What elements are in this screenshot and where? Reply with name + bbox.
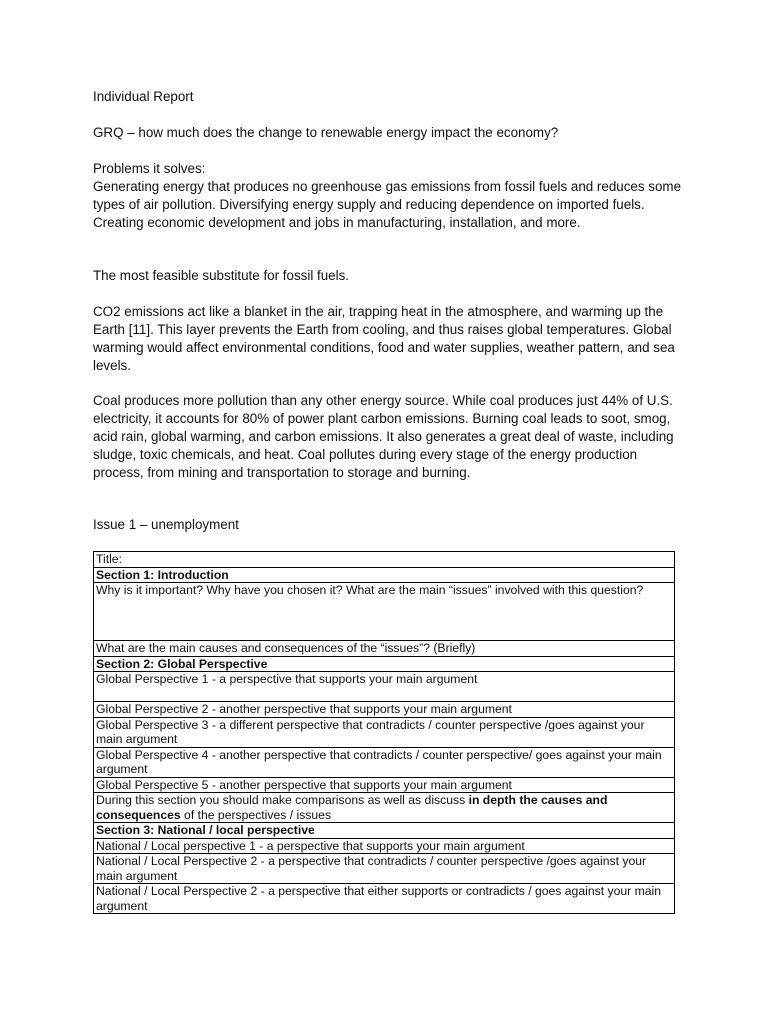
table-row [94, 777, 675, 793]
issue-text: Issue 1 – unemployment [93, 517, 239, 532]
table-row [94, 583, 675, 641]
comparisons-text-post: of the perspectives / issues [180, 807, 332, 822]
grq-line [93, 124, 683, 142]
coal-paragraph [93, 392, 683, 482]
grq-text: GRQ – how much does the change to renewable energy impact the economy? [93, 125, 559, 140]
global-perspective-1-cell: Global Perspective 1 - a perspective that supports your main argument [94, 672, 675, 702]
table-row [94, 567, 675, 583]
report-title [93, 88, 683, 106]
table-row [94, 838, 675, 854]
report-template-table [93, 551, 675, 914]
section-3-heading: Section 3: National / local perspective [94, 823, 675, 839]
national-perspective-2-cell: National / Local Perspective 2 - a perspective that contradicts / counter perspective /goes against your main argument [94, 854, 675, 884]
co2-paragraph [93, 303, 683, 375]
report-title-text: Individual Report [93, 89, 194, 104]
table-row [94, 793, 675, 823]
issue-heading [93, 516, 683, 534]
table-row [94, 641, 675, 657]
problems-section [93, 160, 683, 232]
table-row [94, 552, 675, 568]
table-row [94, 747, 675, 777]
problems-body: Generating energy that produces no greenhouse gas emissions from fossil fuels and reduces some types of air pollution. Diversifying energy supply and reducing dependence on imported fuels. Creating economic development and jobs in manufacturing, installation, and more. [93, 179, 682, 230]
coal-text: Coal produces more pollution than any other energy source. While coal produces just 44% of U.S. electricity, it accounts for 80% of power plant carbon emissions. Burning coal leads to soot, smog, acid rain, global warming, and carbon emissions. It also generates a great deal of waste, including sludge, toxic chemicals, and heat. Coal pollutes during every stage of the energy production process, from mining and transportation to storage and burning. [93, 393, 674, 480]
table-row [94, 702, 675, 718]
comparisons-cell [94, 793, 675, 823]
global-perspective-2-cell: Global Perspective 2 - another perspective that supports your main argument [94, 702, 675, 718]
table-row [94, 717, 675, 747]
table-row [94, 672, 675, 702]
why-important-cell: Why is it important? Why have you chosen it? What are the main “issues” involved with this question? [94, 583, 675, 641]
comparisons-text-bold: in depth the causes and consequences [96, 793, 608, 822]
problems-heading: Problems it solves: [93, 161, 206, 176]
title-cell: Title: [94, 552, 675, 568]
comparisons-text-pre: During this section you should make comparisons as well as discuss [96, 793, 469, 807]
national-perspective-1-cell: National / Local perspective 1 - a perspective that supports your main argument [94, 838, 675, 854]
section-2-heading: Section 2: Global Perspective [94, 656, 675, 672]
causes-cell: What are the main causes and consequences of the “issues”? (Briefly) [94, 641, 675, 657]
table-row [94, 854, 675, 884]
global-perspective-5-cell: Global Perspective 5 - another perspective that supports your main argument [94, 777, 675, 793]
global-perspective-3-cell: Global Perspective 3 - a different perspective that contradicts / counter perspective /goes against your main argument [94, 717, 675, 747]
global-perspective-4-cell: Global Perspective 4 - another perspective that contradicts / counter perspective/ goes against your main argument [94, 747, 675, 777]
co2-text: CO2 emissions act like a blanket in the air, trapping heat in the atmosphere, and warming up the Earth [11]. This layer prevents the Earth from cooling, and thus raises global temperatures. Global warming would affect environmental conditions, food and water supplies, weather pattern, and sea levels. [93, 304, 675, 373]
section-1-heading: Section 1: Introduction [94, 567, 675, 583]
table-row [94, 656, 675, 672]
feasible-line [93, 267, 683, 285]
table-row [94, 823, 675, 839]
national-perspective-3-cell: National / Local Perspective 2 - a perspective that either supports or contradicts / goes against your main argument [94, 884, 675, 914]
feasible-text: The most feasible substitute for fossil fuels. [93, 268, 350, 283]
table-row [94, 884, 675, 914]
